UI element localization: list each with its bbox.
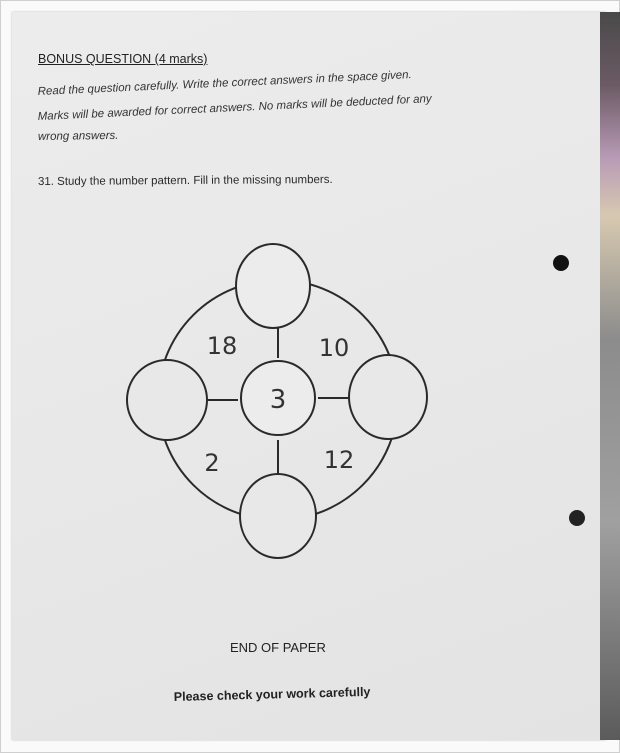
check-work-note: Please check your work carefully bbox=[173, 684, 371, 704]
top-right-number: 10 bbox=[318, 334, 350, 362]
end-of-paper: END OF PAPER bbox=[230, 640, 326, 655]
top-left-number: 18 bbox=[206, 332, 238, 360]
binder-hole-top bbox=[553, 255, 569, 271]
answer-circle-left[interactable] bbox=[127, 360, 207, 440]
instruction-line-1: Read the question carefully. Write the correct answers in the space given. bbox=[37, 69, 412, 98]
bottom-right-number: 12 bbox=[323, 446, 355, 474]
question-31: 31. Study the number pattern. Fill in the missing numbers. bbox=[37, 173, 333, 188]
answer-circle-right[interactable] bbox=[349, 355, 427, 439]
answer-circle-bottom[interactable] bbox=[240, 474, 316, 558]
answer-circle-top[interactable] bbox=[236, 244, 310, 328]
bottom-left-number: 2 bbox=[204, 449, 220, 477]
center-number: 3 bbox=[269, 385, 287, 415]
bonus-question-title: BONUS QUESTION (4 marks) bbox=[38, 52, 208, 66]
instruction-line-2: Marks will be awarded for correct answers. No marks will be deducted for any bbox=[37, 93, 432, 123]
instruction-line-3: wrong answers. bbox=[37, 129, 119, 143]
binder-hole-bottom bbox=[569, 510, 585, 526]
